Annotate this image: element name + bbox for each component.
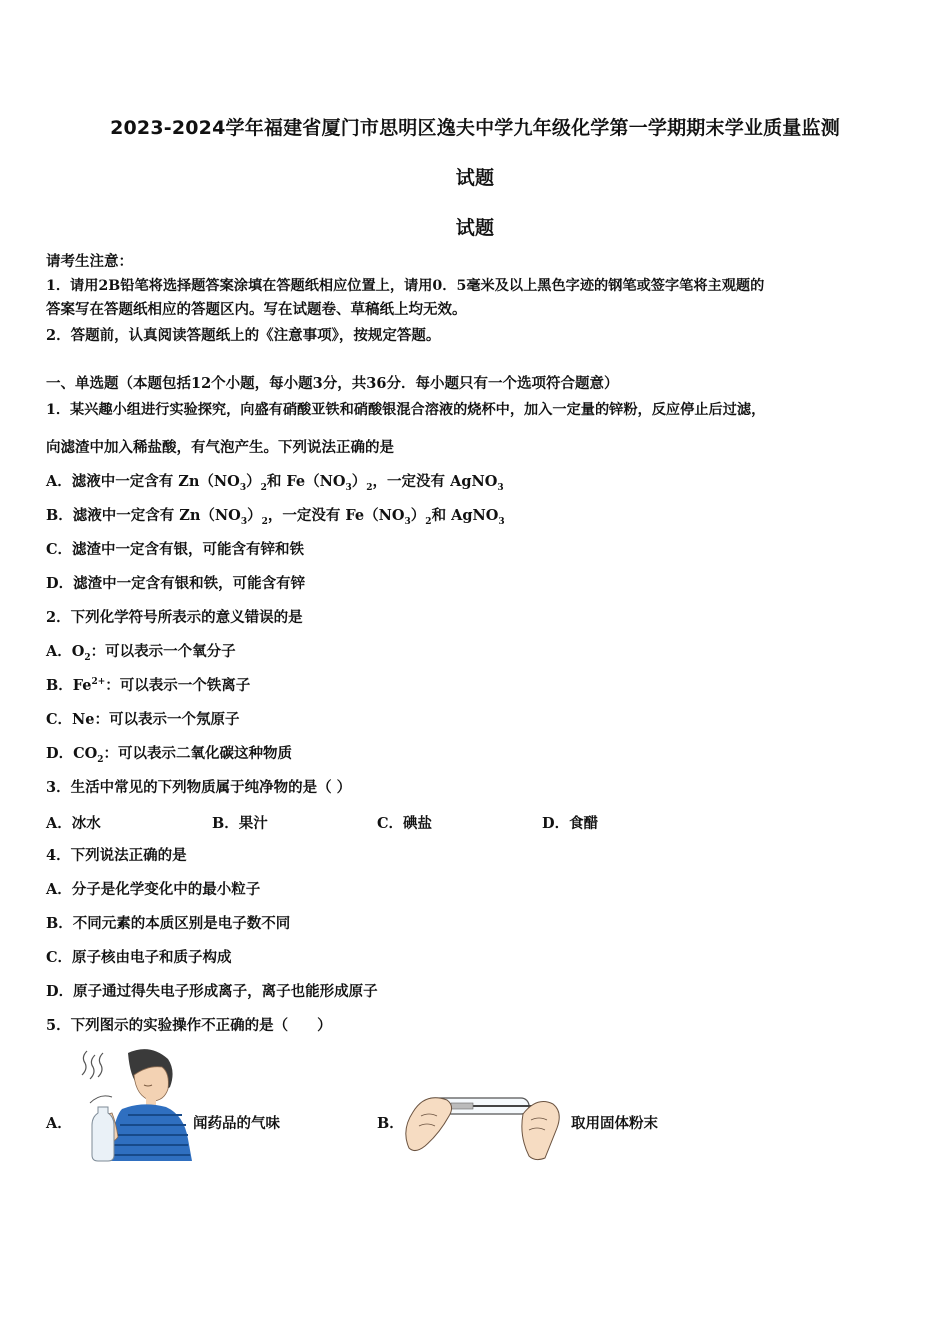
section1-heading: 一、单选题（本题包括12个小题，每小题3分，共36分．每小题只有一个选项符合题意） xyxy=(46,375,619,392)
powder-sampling-illustration xyxy=(405,1082,563,1162)
q4-stem: 4．下列说法正确的是 xyxy=(46,847,187,864)
q2-option-b: B．$Fe^{2+}$：可以表示一个铁离子 xyxy=(46,677,251,694)
q5-option-b-label: B． xyxy=(377,1115,404,1132)
q2-option-c: C．Ne：可以表示一个氖原子 xyxy=(46,711,240,728)
q5-stem: 5．下列图示的实验操作不正确的是（ ） xyxy=(46,1017,332,1034)
q1-stem-line1: 1．某兴趣小组进行实验探究，向盛有硝酸亚铁和硝酸银混合溶液的烧杯中，加入一定量的锌粉，反应停止后过滤， xyxy=(46,402,766,418)
doc-title-line2: 试题 xyxy=(455,167,495,189)
q1-stem-line2: 向滤渣中加入稀盐酸，有气泡产生。下列说法正确的是 xyxy=(46,439,394,456)
q3-option-c: C．碘盐 xyxy=(377,815,433,832)
q3-option-a: A．冰水 xyxy=(46,815,101,832)
q4-option-d: D．原子通过得失电子形成离子，离子也能形成原子 xyxy=(46,983,378,1000)
q2-option-a: A．$O_2$：可以表示一个氧分子 xyxy=(46,643,236,663)
q3-stem: 3．生活中常见的下列物质属于纯净物的是（ ） xyxy=(46,779,352,796)
notice-item1-line1: 1．请用2B铅笔将选择题答案涂填在答题纸相应位置上，请用0．5毫米及以上黑色字迹的钢笔或签字笔将主观题的 xyxy=(46,278,765,294)
notice-heading: 请考生注意： xyxy=(46,253,133,270)
q4-option-a: A．分子是化学变化中的最小粒子 xyxy=(46,881,261,898)
notice-item2: 2．答题前，认真阅读答题纸上的《注意事项》，按规定答题。 xyxy=(46,327,441,344)
doc-title-line3: 试题 xyxy=(455,217,495,239)
q1-option-d: D．滤渣中一定含有银和铁，可能含有锌 xyxy=(46,575,306,592)
doc-title-line1: 2023-2024学年福建省厦门市思明区逸夫中学九年级化学第一学期期末学业质量监测 xyxy=(110,117,840,139)
q5-option-a-caption: 闻药品的气味 xyxy=(193,1115,280,1132)
q2-option-d: D．$CO_2$：可以表示二氧化碳这种物质 xyxy=(46,745,293,765)
q5-option-a-label: A． xyxy=(46,1115,72,1132)
notice-item1-line2: 答案写在答题纸相应的答题区内。写在试题卷、草稿纸上均无效。 xyxy=(46,301,467,318)
q4-option-b: B．不同元素的本质区别是电子数不同 xyxy=(46,915,291,932)
smell-chemical-illustration xyxy=(76,1045,192,1163)
q1-option-b: B．滤液中一定含有 $Zn(NO_3)_2$，一定没有 $Fe(NO_3)_2$和 AgNO$_3$ xyxy=(46,507,505,527)
q5-option-b-caption: 取用固体粉末 xyxy=(571,1115,658,1132)
q4-option-c: C．原子核由电子和质子构成 xyxy=(46,949,232,966)
q2-stem: 2．下列化学符号所表示的意义错误的是 xyxy=(46,609,303,626)
q1-option-a: A．滤液中一定含有 $Zn(NO_3)_2$和 $Fe(NO_3)_2$，一定没有 AgNO$_3$ xyxy=(46,473,504,493)
q3-option-b: B．果汁 xyxy=(212,815,268,832)
q3-option-d: D．食醋 xyxy=(542,815,599,832)
q1-option-c: C．滤渣中一定含有银，可能含有锌和铁 xyxy=(46,541,305,558)
